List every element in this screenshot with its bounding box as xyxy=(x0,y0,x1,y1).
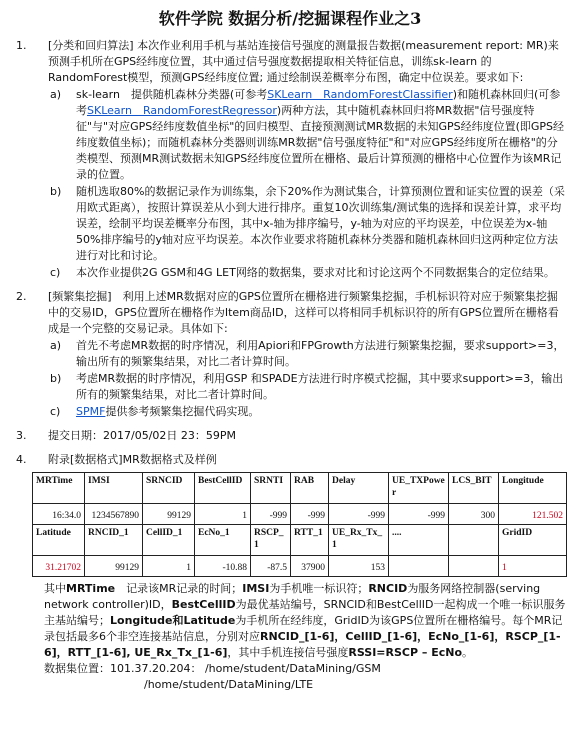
subitem-b: b) 考虑MR数据的时序情况，利用GSP 和SPADE方法进行时序模式挖掘，其中要求support>=3，输出所有的频繁集结果，对比二者计算时间。 xyxy=(50,372,564,401)
subitem-b: b) 随机选取80%的数据记录作为训练集，余下20%作为测试集合，计算预测位置和证实位置的误差（采用欧式距离），按照计算误差从小到大进行排序。重复10次训练集/测试集的选择和误差计算，求平均误差，绘制平均误差概率分布图，其中x-轴为排序编号，y-轴为对应的平均误差，中位误差为x-轴50%排序编号的y轴对应平均误差。本次作业要求将随机森林分类器和随机森林回归这两种定位方法进行对比和讨论。 xyxy=(50,185,565,262)
subitem-a: a) 首先不考虑MR数据的时序情况，利用Apiori和FPGrowth方法进行频繁集挖掘，要求support>=3，输出所有的频繁集结果，对比二者计算时间。 xyxy=(50,339,565,368)
subitem-c: c) 本次作业提供2G GSM和4G LET网络的数据集，要求对比和讨论这两个不同数据集合的定位结果。 xyxy=(50,266,555,279)
submission-date: 提交日期：2017/05/02日 23：59PM xyxy=(48,429,237,442)
subitem-a: a) sk-learn 提供随机森林分类器(可参考SKLearn RandomForestClassifier)和随机森林回归(可参考SKLearn RandomForestRegressor)两种方法，其中随机森林回归将MR数据"信号强度特征"与"对应GPS经纬度数值坐标"的回归模型、直接预测测试MR数据的未知GPS经纬度位置(即GPS经纬度数值坐标)；而随机森林分类器则训练MR数据"信号强度特征"和"对应GPS经纬度所在栅格"的分类模型、预测MR测试数据未知GPS经纬度位置所在栅格、最后计算预测的栅格中心位置作为该MR记录的位置。 xyxy=(50,88,565,181)
table-row: Latitude RNCID_1 CellID_1 EcNo_1 RSCP_1 RTT_1 UE_Rx_Tx_1 .... GridID xyxy=(33,525,567,556)
item-number: 1. xyxy=(16,39,27,52)
item-text: [分类和回归算法] 本次作业利用手机与基站连接信号强度的测量报告数据(measurement report: MR)来预测手机所在GPS经纬度位置，其中通过信号强度数据提取相关特征信息，训练sk-learn 的RandomForest模型，预测GPS经纬度位置; 通过绘制误差概率分布图，确定中位误差。要求如下: xyxy=(48,39,559,84)
field-description: 其中MRTime 记录该MR记录的时间；IMSI为手机唯一标识符；RNCID为服务网络控制器(serving network controller)ID，BestCellID为最优基站编号，SRNCID和BestCellID一起构成一个唯一标识服务主基站编号；Longitude和Latitude为手机所在经纬度，GridID为该GPS位置所在栅格编号。每个MR记录包括最多6个非空连接基站信息，分别对应RNCID_[1-6]，CellID_[1-6]，EcNo_[1-6]，RSCP_[1-6]，RTT_[1-6], UE_Rx_Tx_[1-6]，其中手机连接信号强度RSSI=RSCP – EcNo。 xyxy=(44,582,566,659)
item-number: 2. xyxy=(16,290,27,303)
link-spmf[interactable]: SPMF xyxy=(76,405,106,418)
table-row: 16:34.0 1234567890 99129 1 -999 -999 -999 -999 300 121.502 xyxy=(33,504,567,525)
link-rf-classifier[interactable]: SKLearn RandomForestClassifier xyxy=(267,88,453,101)
item-3: 3. 提交日期：2017/05/02日 23：59PM xyxy=(14,428,566,444)
subitem-c: c) SPMF提供参考频繁集挖掘代码实现。 xyxy=(50,405,260,418)
table-row: 31.21702 99129 1 -10.88 -87.5 37900 153 1 xyxy=(33,556,567,577)
item-text: [频繁集挖掘] 利用上述MR数据对应的GPS位置所在栅格进行频繁集挖掘，手机标识符对应于频繁集挖掘中的交易ID，GPS位置所在栅格作为Item商品ID，这样可以将相同手机标识符的所有GPS位置所在栅格看成是一个完整的交易记录。具体如下: xyxy=(48,290,559,335)
mr-format-table xyxy=(32,472,567,577)
link-rf-regressor[interactable]: SKLearn RandomForestRegressor xyxy=(87,104,277,117)
item-4: 4. 附录[数据格式]MR数据格式及样例 xyxy=(14,452,566,468)
item-2 xyxy=(14,289,566,420)
page-title: 软件学院 数据分析/挖掘课程作业之3 xyxy=(158,9,422,28)
dataset-location-lte: /home/student/DataMining/LTE xyxy=(144,678,314,691)
appendix-heading: 附录[数据格式]MR数据格式及样例 xyxy=(48,453,217,466)
table-row: MRTime IMSI SRNCID BestCellID SRNTI RAB Delay UE_TXPower LCS_BIT Longitude xyxy=(33,473,567,504)
item-1 xyxy=(14,38,566,281)
dataset-location: 数据集位置：101.37.20.204： /home/student/DataMining/GSM xyxy=(44,662,381,675)
